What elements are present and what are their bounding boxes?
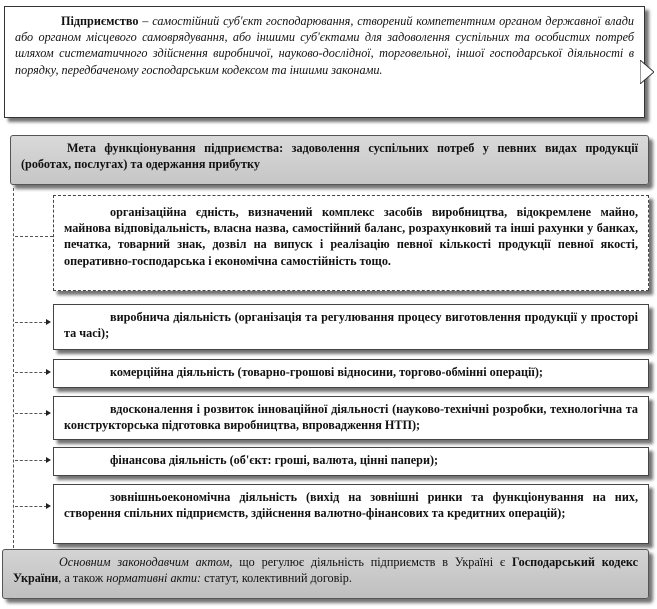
law-part-6: статут, колективний договір. [201,571,352,586]
features-box [53,195,649,291]
purpose-lead: Мета функціонування підприємства: [67,141,284,155]
features-text: організаційна єдність, визначений комплекс засобів виробництва, відокремлене майно, майнова відповідальність, власна назва, самостійний баланс, розрахунковий та інші рахунки у банках, печатка, товарний знак, дозвіл на випуск і реалізацію певної кількості продукції певної якості, оперативно-господарська і економічна самостійність тощо. [64,205,638,268]
purpose-text: задоволення суспільних потреб у певних видах продукції (роботах, послугах) та одержання прибутку [21,141,638,172]
bullet-arrow-icon [46,319,51,325]
definition-term: Підприємство [61,14,139,28]
bullet-arrow-icon [46,503,51,509]
definition-text: – самостійний суб'єкт господарювання, створений компетентним органом державної влади або органом місцевого самоврядування, або іншими суб'єктами для задоволення суспільних та особистих потреб шляхом систематичного здійснення виробничої, науково-дослідної, торговельної, іншої господарської діяльності в порядку, передбаченому господарським кодексом та іншими законами. [15,14,634,77]
activity-box-finance [53,447,649,476]
law-part-4: , а також [58,571,107,586]
law-part-2: що регулює діяльність підприємств в Україні є [232,555,512,569]
bullet-arrow-icon [46,410,51,416]
activity-title: виробнича діяльність [110,310,231,324]
purpose-box [10,135,649,185]
connector-activity-4 [15,460,47,462]
bullet-arrow-icon [46,457,51,463]
activity-box-production [53,304,649,350]
activity-title: зовнішньоекономічна діяльність [110,490,298,504]
activity-text: (товарно-грошові відносини, торгово-обмінні операції); [234,365,543,379]
connector-features [15,236,53,238]
activity-text: (об'єкт: гроші, валюта, цінні папери); [226,453,439,467]
activity-title: комерційна діяльність [110,365,235,379]
activity-title: вдосконалення і розвиток інноваційної діяльності [110,402,389,416]
activity-text: (науково-технічні розробки, технологічна та конструкторська підготовка виробництва, впровадження НТП); [64,402,638,433]
activity-text: (організація та регулювання процесу виготовлення продукції у просторі та часі); [64,310,638,341]
law-part-3: Господарський кодекс України [13,555,638,586]
connector-spine [13,188,16,548]
connector-activity-2 [15,372,47,374]
law-part-5: нормативні акти: [106,571,202,586]
activity-title: фінансова діяльність [110,453,227,467]
connector-activity-3 [15,413,47,415]
bullet-arrow-icon [46,369,51,375]
law-box [2,549,649,599]
definition-box [4,6,645,118]
activity-box-commercial [53,359,649,388]
connector-activity-1 [15,322,47,324]
activity-box-foreign-economic [53,484,649,544]
law-part-1: Основним законодавчим актом, [59,555,233,569]
activity-text: (вихід на зовнішні ринки та функціонування на них, створення спільних підприємств, здійснення валютно-фінансових та кредитних операцій); [64,490,638,521]
definition-pointer-icon [640,60,654,84]
activity-box-innovation [53,396,649,440]
connector-activity-5 [15,506,47,508]
